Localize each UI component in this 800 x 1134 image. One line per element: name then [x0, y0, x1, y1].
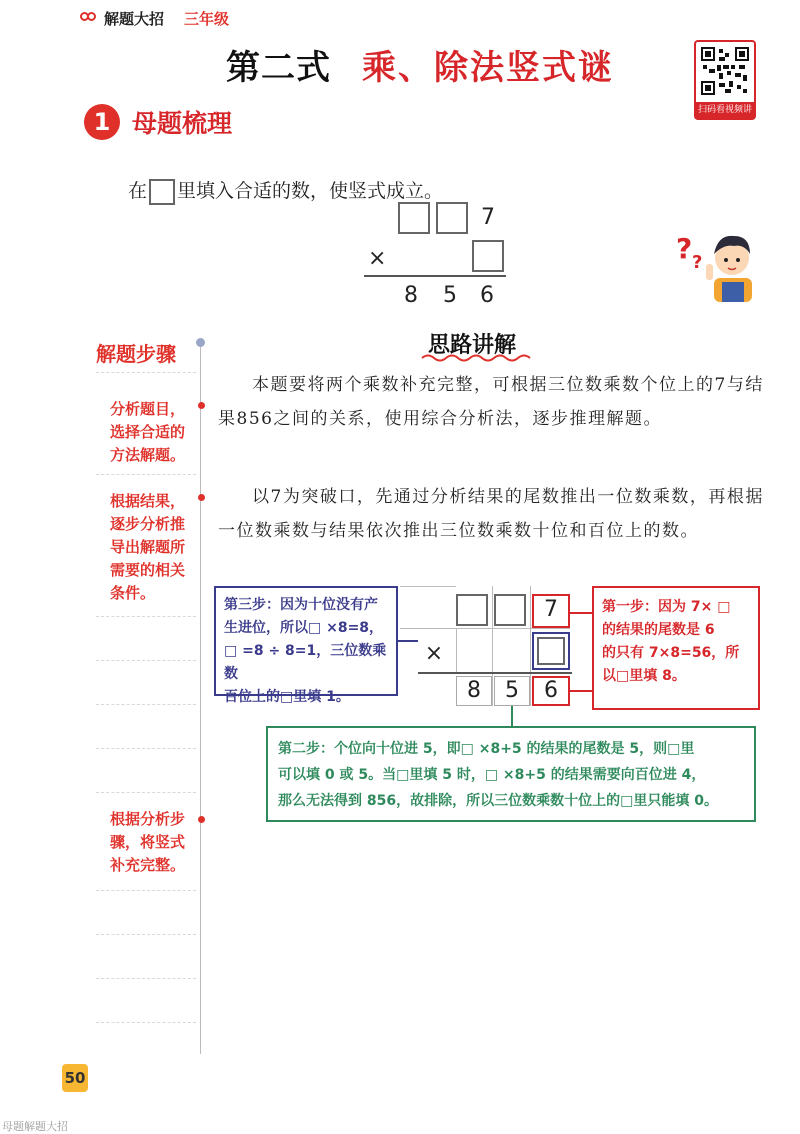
- inline-blank-box: [149, 179, 175, 205]
- grid-line: [400, 586, 456, 587]
- diagram-product-line: [418, 672, 572, 674]
- result-digit-tens: 5: [443, 283, 457, 308]
- multiply-sign: ×: [368, 246, 387, 271]
- dashed-rule: [96, 934, 196, 935]
- note-line: 第二步：个位向十位进 5，即□ ×8+5 的结果的尾数是 5，则□里: [278, 741, 695, 757]
- dashed-rule: [96, 660, 196, 661]
- diagram-result-ones: 6: [544, 678, 558, 703]
- connector-step1: [570, 612, 592, 614]
- note-line: 生进位，所以□ ×8=8，: [224, 620, 384, 636]
- grid-line: [400, 628, 570, 629]
- chapter-number: 第二式: [226, 48, 331, 88]
- problem-text-after: 里填入合适的数，使竖式成立。: [177, 180, 444, 202]
- grid-line: [492, 586, 493, 706]
- step-complete: [110, 808, 196, 877]
- step-line: 根据结果，: [110, 492, 186, 510]
- step-line: 导出解题所: [110, 538, 186, 556]
- page-number: 50: [62, 1064, 88, 1092]
- note-step-one: [592, 586, 760, 710]
- step-line: 逐步分析推: [110, 515, 186, 533]
- dashed-rule: [96, 474, 196, 475]
- step-deduce: [110, 490, 196, 605]
- explanation-paragraph-1: 本题要将两个乘数补充完整，可根据三位数乘数个位上的7与结果856之间的关系，使用综合分析法，逐步推理解题。: [218, 375, 764, 429]
- footer-watermark: 母题解题大招: [2, 1120, 68, 1133]
- grade-label: 三年级: [184, 10, 230, 28]
- dashed-rule: [96, 616, 196, 617]
- problem-text-before: 在: [128, 180, 148, 202]
- note-line: 第三步：因为十位没有产: [224, 597, 378, 613]
- note-line: 百位上的□里填 1。: [224, 689, 350, 705]
- step-line: 选择合适的: [110, 423, 186, 441]
- section-number-badge: 1: [84, 104, 120, 140]
- section-title: 母题梳理: [132, 109, 233, 138]
- sidebar-divider: [200, 342, 201, 1054]
- diagram-multiply-sign: ×: [424, 641, 444, 666]
- result-digit-hundreds: 8: [404, 283, 418, 308]
- connector-step2: [511, 706, 513, 726]
- note-line: 第一步：因为 7× □: [602, 599, 731, 615]
- step-line: 骤，将竖式: [110, 833, 186, 851]
- thinking-boy-illustration: [674, 224, 758, 302]
- step-line: 分析题目，: [110, 400, 186, 418]
- dashed-rule: [96, 978, 196, 979]
- dashed-rule: [96, 1022, 196, 1023]
- diagram-blank-multiplier: [537, 637, 565, 665]
- step-line: 方法解题。: [110, 446, 186, 464]
- qr-label: 扫码看视频讲解: [696, 102, 754, 118]
- qr-code-icon: [701, 47, 749, 95]
- note-line: 那么无法得到 856，故排除，所以三位数乘数十位上的□里只能填 0。: [278, 793, 718, 809]
- svg-text:?: ?: [676, 232, 693, 265]
- step-line: 补充完整。: [110, 856, 186, 874]
- step-marker-dot: [198, 494, 205, 501]
- dashed-rule: [96, 748, 196, 749]
- blank-multiplier: [472, 240, 504, 272]
- step-line: 条件。: [110, 584, 156, 602]
- divider-cap: [196, 338, 205, 347]
- diagram-result-tens: 5: [505, 678, 519, 703]
- qr-code[interactable]: [694, 40, 756, 131]
- grid-line: [530, 586, 531, 706]
- header-ornament: [80, 12, 100, 22]
- dashed-rule: [96, 372, 196, 373]
- blank-hundreds: [398, 202, 430, 234]
- note-line: 以□里填 8。: [602, 668, 686, 684]
- grid-line: [456, 628, 457, 672]
- step-line: 需要的相关: [110, 561, 186, 579]
- book-title: 解题大招: [104, 10, 165, 28]
- diagram-blank-hundreds: [456, 594, 488, 626]
- step-marker-dot: [198, 402, 205, 409]
- dashed-rule: [96, 890, 196, 891]
- title-underline-squiggle: [420, 352, 538, 362]
- solution-steps-title: 解题步骤: [96, 342, 176, 366]
- explanation-paragraph-2: 以7为突破口，先通过分析结果的尾数推出一位数乘数，再根据一位数乘数与结果依次推出三位数乘数十位和百位上的数。: [218, 487, 764, 541]
- diagram-result-hundreds: 8: [467, 678, 481, 703]
- note-step-three: [214, 586, 398, 705]
- note-line: □ =8 ÷ 8=1，三位数乘数: [224, 643, 387, 682]
- diagram-blank-tens: [494, 594, 526, 626]
- note-line: 的只有 7×8=56，所: [602, 645, 740, 661]
- product-line: [364, 275, 506, 277]
- note-step-two: [266, 726, 756, 822]
- step-analyze: [110, 398, 196, 467]
- blank-tens: [436, 202, 468, 234]
- connector-step1: [570, 690, 592, 692]
- digit-seven: 7: [481, 205, 495, 230]
- diagram-digit-seven: 7: [544, 597, 558, 622]
- step-line: 根据分析步: [110, 810, 186, 828]
- dashed-rule: [96, 792, 196, 793]
- problem-statement: [128, 176, 443, 205]
- step-marker-dot: [198, 816, 205, 823]
- explanation-title: 思路讲解: [428, 333, 517, 358]
- dashed-rule: [96, 704, 196, 705]
- connector-step3: [398, 640, 418, 642]
- note-line: 可以填 0 或 5。当□里填 5 时，□ ×8+5 的结果需要向百位进 4，: [278, 767, 706, 783]
- chapter-title: 乘、除法竖式谜: [362, 48, 614, 88]
- result-digit-ones: 6: [480, 283, 494, 308]
- note-line: 的结果的尾数是 6: [602, 622, 715, 638]
- svg-text:?: ?: [692, 252, 703, 273]
